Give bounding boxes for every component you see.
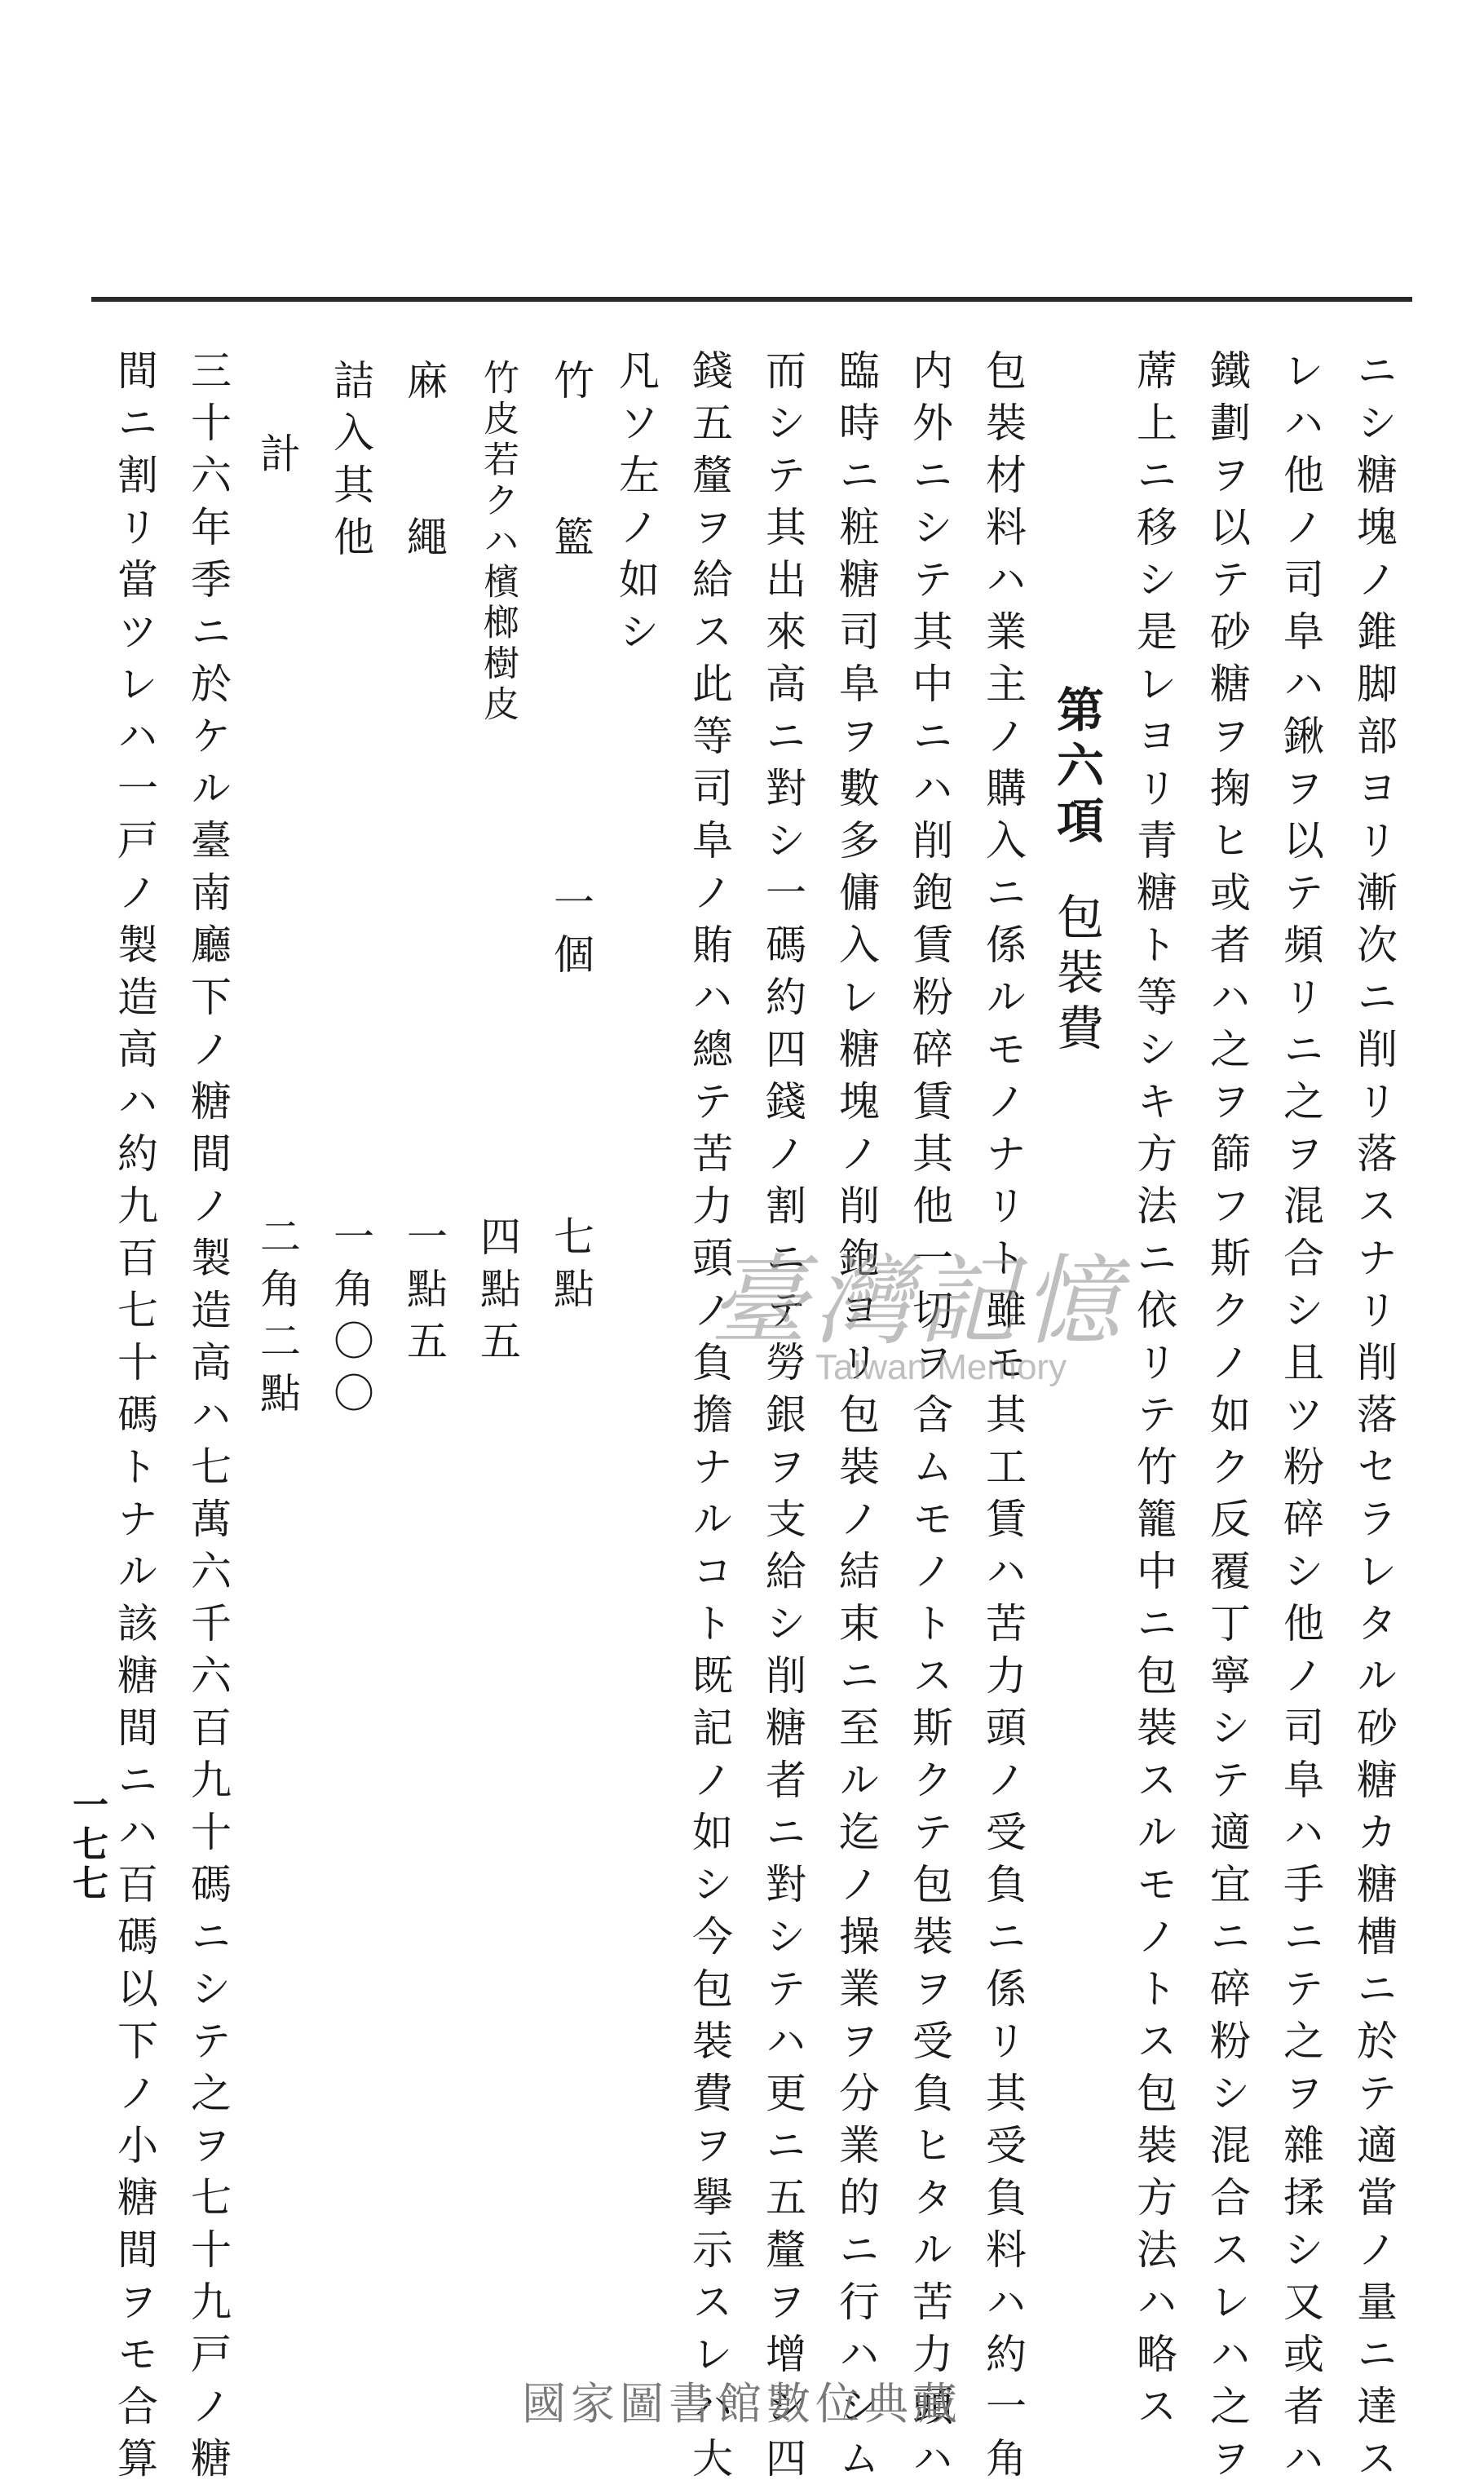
cost-item-name: 竹皮若クハ檳榔樹皮 (477, 359, 519, 726)
cost-item-3 (391, 359, 457, 1372)
section-label: 第六項 (1049, 685, 1104, 851)
watermark-logo (709, 1223, 1329, 1386)
header-rule (91, 297, 1412, 302)
text-column-3: 鐵劃ヲ以テ砂糖ヲ掬ヒ或者ハ之ヲ篩フ斯クノ如ク反覆丁寧シテ適宜ニ碎粉シ混合スレハ之ヲ (1204, 349, 1251, 2489)
cost-item-1 (538, 359, 603, 1337)
cost-item-2 (465, 359, 530, 1372)
text-column-10: 凡ソ左ノ如シ (612, 349, 660, 662)
footer-archive-label: 國家圖書館數位典藏 (522, 2378, 962, 2429)
cost-item-4 (318, 359, 383, 1424)
text-column-7: 臨時ニ粧糖司阜ヲ數多傭入レ糖塊ノ削鉋ヨリ包裝ノ結束ニ至ル迄ノ操業ヲ分業的ニ行ハシム (833, 349, 880, 2489)
cost-total-value: 二角二點 (254, 1215, 301, 1424)
watermark-subtitle: Taiwan Memory (815, 1347, 1067, 1387)
page-number: 一七七 (66, 1786, 108, 1903)
text-column-1: ニシ糖塊ノ錐脚部ヨリ漸次ニ削リ落スナリ削落セラレタル砂糖カ糖槽ニ於テ適當ノ量ニ達ス (1350, 349, 1398, 2489)
cost-item-name: 竹 籃 (547, 359, 594, 568)
text-column-4: 蓆上ニ移シ是レヨリ青糖ト等シキ方法ニ依リテ竹籠中ニ包裝スルモノトス包裝方法ハ略ス (1130, 349, 1177, 2437)
cost-item-value: 七點 (547, 1215, 594, 1320)
cost-item-value: 四點五 (474, 1215, 521, 1372)
cost-total (245, 432, 310, 1424)
cost-item-value: 一角〇〇 (327, 1215, 374, 1424)
section-heading (1044, 685, 1109, 1059)
text-column-9: 錢五釐ヲ給ス此等司阜ノ賄ハ總テ苦力頭ノ負擔ナルコト既記ノ如シ今包裝費ヲ擧示スレハ大 (686, 349, 733, 2489)
text-column-6: 内外ニシテ其中ニハ削鉋賃粉碎賃其他一切ヲ含ムモノトス斯クテ包裝ヲ受負ヒタル苦力頭ハ (906, 349, 953, 2489)
text-column-5: 包裝材料ハ業主ノ購入ニ係ルモノナリト雖モ其工賃ハ苦力頭ノ受負ニ係リ其受負料ハ約一角 (979, 349, 1027, 2489)
closing-column-1: 三十六年季ニ於ケル臺南廳下ノ糖間ノ製造高ハ七萬六千六百九十碼ニシテ之ヲ七十九戸ノ糖 (184, 349, 232, 2489)
cost-item-qty: 一個 (547, 881, 594, 985)
watermark-chars: 臺灣記憶 (709, 1245, 1127, 1359)
section-title: 包裝費 (1049, 892, 1104, 1059)
cost-item-name: 詰入其他 (327, 359, 374, 568)
cost-total-label: 計 (254, 432, 301, 484)
text-column-8: 而シテ其出來高ニ對シ一碼約四錢ノ割ニテ勞銀ヲ支給シ削糖者ニ對シテハ更ニ五釐ヲ增シ四 (759, 349, 806, 2489)
cost-item-name: 麻 繩 (400, 359, 448, 568)
closing-column-2: 間ニ割リ當ツレハ一戸ノ製造高ハ約九百七十碼トナル該糖間ニハ百碼以下ノ小糖間ヲモ合算 (111, 349, 158, 2489)
cost-item-value: 一點五 (400, 1215, 448, 1372)
text-column-2: レハ他ノ司阜ハ鍬ヲ以テ頻リニ之ヲ混合シ且ツ粉碎シ他ノ司阜ハ手ニテ之ヲ雜揉シ又或者ハ (1277, 349, 1324, 2489)
